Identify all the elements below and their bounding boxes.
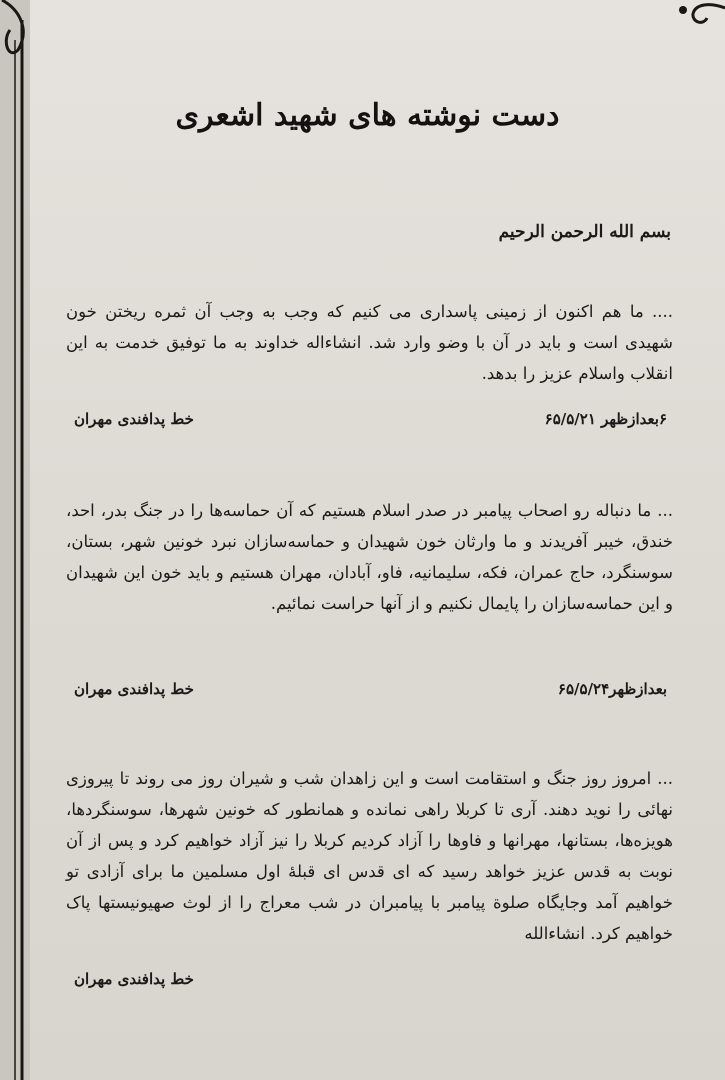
entry-place: خط پدافندی مهران xyxy=(74,970,194,988)
entry-place: خط پدافندی مهران xyxy=(74,680,194,698)
entry-signature xyxy=(64,970,671,994)
entry-paragraph: .... ما هم اکنون از زمینی پاسداری می کنیم که وجب به وجب آن ثمره ریختن خون شهیدی است و باید در آن با وضو وارد شد. انشاءاله خداوند به ما توفیق خدمت به این انقلاب واسلام عزیز را بدهد. xyxy=(66,302,673,383)
entry-text xyxy=(66,296,673,389)
page-content xyxy=(60,0,675,1080)
entry-signature xyxy=(64,410,671,434)
entry-place: خط پدافندی مهران xyxy=(74,410,194,428)
entry-text xyxy=(66,763,673,949)
entry-date: ۶بعدازظهر ۶۵/۵/۲۱ xyxy=(544,410,667,428)
entry-date: بعدازظهر۶۵/۵/۲۴ xyxy=(557,680,667,698)
entry-signature xyxy=(64,680,671,704)
entry-text xyxy=(66,495,673,619)
entry-paragraph: ... ما دنباله رو اصحاب پیامبر در صدر اسلام هستیم که آن حماسه‌ها را در جنگ بدر، احد، خندق، خیبر آفریدند و ما وارثان خون شهیدان و حماسه‌سازان نبرد خونین شهر، بستان، سوسنگرد، حاج عمران، فکه، سلیمانیه، فاو، آبادان، مهران هستیم و باید خون این شهیدان و این حماسه‌سازان را پایمال نکنیم و از آنها حراست نمائیم. xyxy=(66,501,673,613)
basmala: بسم الله الرحمن الرحیم xyxy=(498,222,671,242)
page-title: دست نوشته های شهید اشعری xyxy=(175,98,560,133)
entry-paragraph: ... امروز روز جنگ و استقامت است و این زاهدان شب و شیران روز می روند تا پیروزی نهائی را نوید دهند. آری تا کربلا راهی نمانده و همانطور که خونین شهرها، سوسنگردها، هویزه‌ها، بستانها، مهرانها و فاوها را آزاد کردیم کربلا را نیز آزاد خواهیم کرد و پس از آن نوبت به قدس عزیز خواهد رسید که ای قدس ای قبلهٔ اول مسلمین ما برای آزادی تو خواهیم آمد وجایگاه صلوة پیامبر با پیامبران در شب معراج را از لوث صهیونیستها پاک خواهیم کرد. انشاءالله xyxy=(66,769,673,943)
ornamental-border xyxy=(0,0,30,1080)
